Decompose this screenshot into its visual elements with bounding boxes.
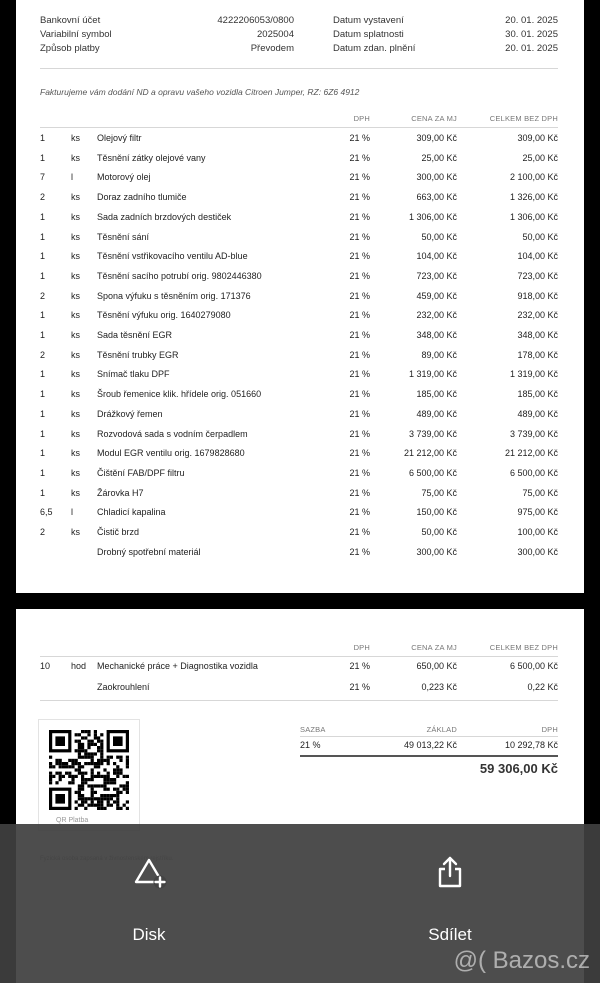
row-name: Snímač tlaku DPF <box>97 369 170 380</box>
row-name: Zaokrouhlení <box>97 682 150 692</box>
row-vat: 21 % <box>349 428 370 439</box>
row-unit-price: 150,00 Kč <box>416 507 457 518</box>
header-vat: DPH <box>353 114 370 123</box>
row-qty: 2 <box>40 192 46 203</box>
row-vat: 21 % <box>349 310 370 321</box>
row-total: 975,00 Kč <box>517 507 558 518</box>
total-divider <box>300 755 558 757</box>
row-unit: ks <box>71 251 80 262</box>
disk-label: Disk <box>132 925 166 944</box>
header-total-2: CELKEM BEZ DPH <box>489 643 558 652</box>
row-unit-price: 459,00 Kč <box>416 290 457 301</box>
row-name: Spona výfuku s těsněním orig. 171376 <box>97 290 251 301</box>
row-unit-price: 650,00 Kč <box>416 661 457 671</box>
tax-date-value: 20. 01. 2025 <box>505 43 558 54</box>
summary-base-value: 49 013,22 Kč <box>403 740 457 750</box>
row-unit: ks <box>71 487 80 498</box>
row-qty: 2 <box>40 527 46 537</box>
invoice-page-1 <box>16 0 584 593</box>
row-vat: 21 % <box>349 270 370 281</box>
table-row <box>16 483 584 503</box>
row-qty: 1 <box>40 152 46 163</box>
row-qty: 2 <box>40 290 46 301</box>
meta-divider <box>40 68 558 69</box>
row-unit: ks <box>71 389 80 400</box>
bank-account-label: Bankovní účet <box>40 15 101 26</box>
items-table <box>16 128 584 568</box>
row-unit-price: 723,00 Kč <box>416 270 457 281</box>
table-row <box>16 305 584 325</box>
row-total: 75,00 Kč <box>522 487 558 498</box>
row-total: 232,00 Kč <box>517 310 558 321</box>
row-vat: 21 % <box>349 448 370 459</box>
due-date-label: Datum splatnosti <box>333 29 404 40</box>
row-unit-price: 50,00 Kč <box>421 231 457 242</box>
row-unit: l <box>71 172 73 183</box>
share-label: Sdílet <box>428 925 472 944</box>
row-name: Těsnění sacího potrubí orig. 9802446380 <box>97 270 262 281</box>
row-qty: 1 <box>40 448 46 459</box>
row-vat: 21 % <box>349 330 370 340</box>
row-total: 6 500,00 Kč <box>509 661 558 671</box>
row-vat: 21 % <box>349 467 370 478</box>
row-qty: 1 <box>40 330 46 340</box>
table-row <box>16 148 584 168</box>
row-qty: 1 <box>40 408 46 419</box>
row-vat: 21 % <box>349 251 370 262</box>
row-qty: 1 <box>40 467 46 478</box>
row-total: 185,00 Kč <box>517 389 558 400</box>
row-qty: 1 <box>40 133 46 143</box>
table-row <box>16 286 584 306</box>
summary-vat-header: DPH <box>541 725 558 734</box>
row-total: 21 212,00 Kč <box>504 448 558 459</box>
row-total: 178,00 Kč <box>517 349 558 360</box>
row-unit: ks <box>71 211 80 222</box>
bazos-watermark: @( Bazos.cz <box>453 947 590 974</box>
payment-method-value: Převodem <box>250 43 294 54</box>
summary-base-header: ZÁKLAD <box>426 725 457 734</box>
row-qty: 1 <box>40 369 46 380</box>
header-unit-price-2: CENA ZA MJ <box>411 643 457 652</box>
row-unit: ks <box>71 231 80 242</box>
share-icon <box>432 854 468 890</box>
row-name: Olejový filtr <box>97 133 142 143</box>
row-unit: ks <box>71 133 80 143</box>
row-name: Těsnění zátky olejové vany <box>97 152 206 163</box>
row-unit-price: 663,00 Kč <box>416 192 457 203</box>
row-unit: ks <box>71 408 80 419</box>
table-row <box>16 384 584 404</box>
row-unit-price: 50,00 Kč <box>421 527 457 537</box>
row-unit: ks <box>71 152 80 163</box>
variable-symbol-label: Variabilní symbol <box>40 29 112 40</box>
summary-vat-value: 10 292,78 Kč <box>504 740 558 750</box>
row-unit: ks <box>71 467 80 478</box>
table-row <box>16 463 584 483</box>
row-total: 723,00 Kč <box>517 270 558 281</box>
labor-table <box>16 656 584 698</box>
row-unit-price: 300,00 Kč <box>416 172 457 183</box>
header-vat-2: DPH <box>353 643 370 652</box>
row-name: Těsnění vstřikovacího ventilu AD-blue <box>97 251 248 262</box>
row-vat: 21 % <box>349 369 370 380</box>
disk-button[interactable] <box>116 848 182 958</box>
row-total: 1 326,00 Kč <box>509 192 558 203</box>
row-vat: 21 % <box>349 133 370 143</box>
row-name: Sada zadních brzdových destiček <box>97 211 232 222</box>
row-total: 1 306,00 Kč <box>509 211 558 222</box>
row-qty: 2 <box>40 349 46 360</box>
table-row <box>16 167 584 187</box>
summary-divider <box>300 736 558 737</box>
row-total: 0,22 Kč <box>527 682 558 692</box>
row-unit-price: 1 319,00 Kč <box>408 369 457 380</box>
table-row <box>16 207 584 227</box>
row-total: 1 319,00 Kč <box>509 369 558 380</box>
table-row <box>16 404 584 424</box>
header-unit-price: CENA ZA MJ <box>411 114 457 123</box>
qr-code-image <box>49 730 129 810</box>
drive-add-icon <box>131 856 167 892</box>
row-qty: 1 <box>40 251 46 262</box>
row-unit: ks <box>71 527 80 537</box>
row-unit-price: 232,00 Kč <box>416 310 457 321</box>
table-row <box>16 187 584 207</box>
row-vat: 21 % <box>349 682 370 692</box>
row-unit: ks <box>71 369 80 380</box>
table-row <box>16 364 584 384</box>
row-total: 918,00 Kč <box>517 290 558 301</box>
row-unit: ks <box>71 448 80 459</box>
share-button[interactable] <box>412 848 488 958</box>
row-unit-price: 21 212,00 Kč <box>403 448 457 459</box>
issue-date-value: 20. 01. 2025 <box>505 15 558 26</box>
row-unit: ks <box>71 192 80 203</box>
row-name: Motorový olej <box>97 172 151 183</box>
row-qty: 7 <box>40 172 46 183</box>
row-qty: 1 <box>40 310 46 321</box>
tax-date-label: Datum zdan. plnění <box>333 43 416 54</box>
grand-total: 59 306,00 Kč <box>479 761 558 776</box>
row-vat: 21 % <box>349 290 370 301</box>
row-unit-price: 309,00 Kč <box>416 133 457 143</box>
row-vat: 21 % <box>349 231 370 242</box>
row-unit-price: 185,00 Kč <box>416 389 457 400</box>
row-name: Mechanické práce + Diagnostika vozidla <box>97 661 258 671</box>
summary-rate-header: SAZBA <box>300 725 326 734</box>
row-vat: 21 % <box>349 507 370 518</box>
row-vat: 21 % <box>349 527 370 537</box>
table-row <box>16 522 584 542</box>
share-sheet <box>0 824 600 983</box>
row-name: Žárovka H7 <box>97 487 144 498</box>
row-name: Modul EGR ventilu orig. 1679828680 <box>97 448 245 459</box>
row-vat: 21 % <box>349 408 370 419</box>
row-unit: ks <box>71 349 80 360</box>
issue-date-label: Datum vystavení <box>333 15 404 26</box>
row-unit-price: 489,00 Kč <box>416 408 457 419</box>
row-name: Chladicí kapalina <box>97 507 166 518</box>
table-row <box>16 677 584 697</box>
row-name: Šroub řemenice klik. hřídele orig. 051660 <box>97 389 262 400</box>
row-vat: 21 % <box>349 546 370 557</box>
table-row <box>16 345 584 365</box>
row-qty: 1 <box>40 231 46 242</box>
table-row <box>16 656 584 676</box>
row-vat: 21 % <box>349 389 370 400</box>
row-vat: 21 % <box>349 487 370 498</box>
row-unit-price: 104,00 Kč <box>416 251 457 262</box>
table-row <box>16 266 584 286</box>
row-unit-price: 1 306,00 Kč <box>408 211 457 222</box>
row-unit-price: 25,00 Kč <box>421 152 457 163</box>
row-total: 50,00 Kč <box>522 231 558 242</box>
row-qty: 1 <box>40 270 46 281</box>
row-qty: 1 <box>40 211 46 222</box>
row-unit: ks <box>71 428 80 439</box>
row-unit-price: 3 739,00 Kč <box>408 428 457 439</box>
row-vat: 21 % <box>349 172 370 183</box>
row-unit-price: 6 500,00 Kč <box>408 467 457 478</box>
row-total: 104,00 Kč <box>517 251 558 262</box>
row-total: 348,00 Kč <box>517 330 558 340</box>
payment-method-label: Způsob platby <box>40 43 100 54</box>
qr-payment-code <box>38 719 140 831</box>
labor-divider <box>40 700 558 701</box>
row-qty: 6,5 <box>40 507 53 518</box>
table-row <box>16 325 584 345</box>
table-row <box>16 128 584 148</box>
due-date-value: 30. 01. 2025 <box>505 29 558 40</box>
row-unit-price: 348,00 Kč <box>416 330 457 340</box>
row-vat: 21 % <box>349 192 370 203</box>
table-row <box>16 227 584 247</box>
row-unit: hod <box>71 661 87 671</box>
row-qty: 1 <box>40 487 46 498</box>
row-qty: 1 <box>40 389 46 400</box>
row-unit: l <box>71 507 73 518</box>
row-total: 6 500,00 Kč <box>509 467 558 478</box>
row-name: Doraz zadního tlumiče <box>97 192 187 203</box>
row-name: Čištění FAB/DPF filtru <box>97 467 185 478</box>
table-row <box>16 502 584 522</box>
row-vat: 21 % <box>349 152 370 163</box>
row-name: Těsnění trubky EGR <box>97 349 179 360</box>
table-row <box>16 424 584 444</box>
table-row <box>16 542 584 562</box>
row-total: 3 739,00 Kč <box>509 428 558 439</box>
row-unit: ks <box>71 290 80 301</box>
row-total: 309,00 Kč <box>517 133 558 143</box>
row-unit: ks <box>71 270 80 281</box>
row-total: 489,00 Kč <box>517 408 558 419</box>
row-vat: 21 % <box>349 349 370 360</box>
summary-rate-value: 21 % <box>300 740 321 750</box>
row-vat: 21 % <box>349 211 370 222</box>
row-name: Drobný spotřební materiál <box>97 546 201 557</box>
row-qty: 1 <box>40 428 46 439</box>
row-unit-price: 75,00 Kč <box>421 487 457 498</box>
table-row <box>16 246 584 266</box>
row-name: Těsnění sání <box>97 231 150 242</box>
row-total: 300,00 Kč <box>517 546 558 557</box>
row-qty: 10 <box>40 661 51 671</box>
row-total: 100,00 Kč <box>517 527 558 537</box>
header-total: CELKEM BEZ DPH <box>489 114 558 123</box>
row-name: Těsnění výfuku orig. 1640279080 <box>97 310 231 321</box>
bank-account-value: 4222206053/0800 <box>217 15 294 26</box>
row-unit-price: 300,00 Kč <box>416 546 457 557</box>
variable-symbol-value: 2025004 <box>257 29 294 40</box>
invoice-description: Fakturujeme vám dodání ND a opravu vašeho vozidla Citroen Jumper, RZ: 6Z6 4912 <box>40 87 360 97</box>
table-row <box>16 443 584 463</box>
row-name: Drážkový řemen <box>97 408 163 419</box>
row-name: Čistič brzd <box>97 527 140 537</box>
row-name: Rozvodová sada s vodním čerpadlem <box>97 428 248 439</box>
row-vat: 21 % <box>349 661 370 671</box>
row-total: 2 100,00 Kč <box>509 172 558 183</box>
row-unit-price: 0,223 Kč <box>421 682 457 692</box>
row-unit-price: 89,00 Kč <box>421 349 457 360</box>
qr-label: QR Platba <box>56 817 89 824</box>
row-total: 25,00 Kč <box>522 152 558 163</box>
row-name: Sada těsnění EGR <box>97 330 173 340</box>
row-unit: ks <box>71 310 80 321</box>
row-unit: ks <box>71 330 80 340</box>
